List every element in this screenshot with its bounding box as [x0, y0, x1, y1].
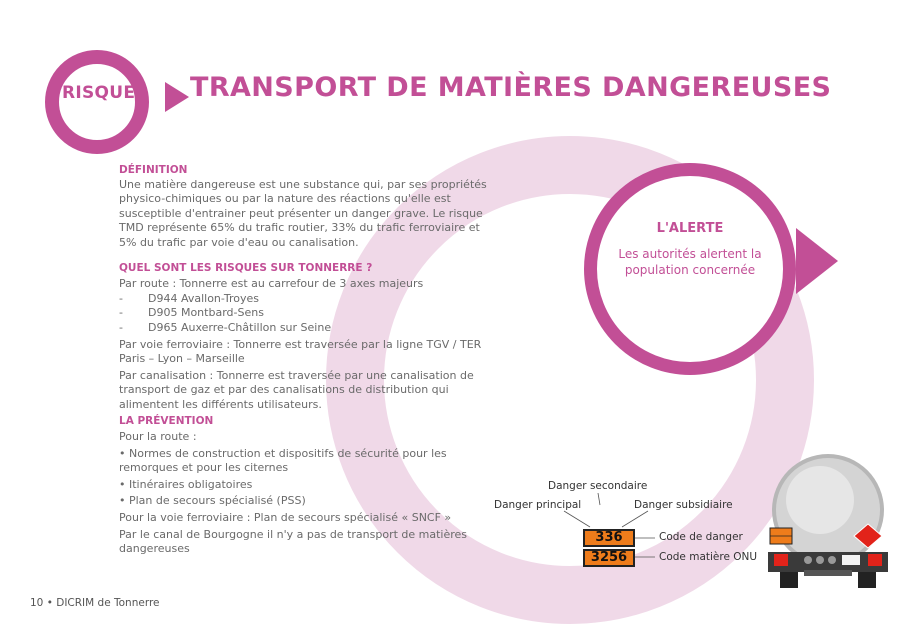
pipeline-risk-text: Par canalisation : Tonnerre est traversée par une canalisation de transport de gaz et par des canalisations de distribution qui alimentent les différents utilisateurs. — [119, 368, 474, 411]
alert-text: Les autorités alertent la population concernée — [618, 247, 762, 277]
plate-pointer-lines — [560, 493, 660, 533]
definition-heading: DÉFINITION — [119, 164, 188, 176]
label-code-onu: Code matière ONU — [659, 551, 758, 563]
page-title: TRANSPORT DE MATIÈRES DANGEREUSES — [190, 72, 832, 103]
prevention-canal-text: Par le canal de Bourgogne il n'y a pas de transport de matières dangereuses — [119, 527, 468, 556]
list-item: • Plan de secours spécialisé (PSS) — [119, 494, 306, 508]
danger-code-plate: 336 — [583, 529, 635, 547]
prevention-heading: LA PRÉVENTION — [119, 414, 214, 427]
list-item: - D965 Auxerre-Châtillon sur Seine — [119, 321, 497, 336]
label-danger-subsidiaire: Danger subsidiaire — [634, 499, 733, 511]
tanker-truck-icon — [764, 452, 892, 590]
prevention-road-intro: Pour la route : — [119, 430, 197, 444]
road-list — [119, 292, 497, 336]
content-column — [119, 163, 497, 557]
onu-code-plate: 3256 — [583, 549, 635, 567]
list-item: • Normes de construction et dispositifs de sécurité pour les remorques et pour les citernes — [119, 446, 447, 475]
risk-badge-label: RISQUE — [62, 83, 136, 103]
title-arrow-icon — [165, 82, 191, 112]
list-item: - D944 Avallon-Troyes — [119, 292, 497, 307]
road-intro: Par route : Tonnerre est au carrefour de 3 axes majeurs — [119, 277, 424, 291]
label-danger-principal: Danger principal — [494, 499, 582, 511]
rail-risk-text: Par voie ferroviaire : Tonnerre est traversée par la ligne TGV / TER Paris – Lyon – Marseille — [119, 337, 482, 366]
page-footer: 10 • DICRIM de Tonnerre — [30, 597, 160, 609]
list-item: • Itinéraires obligatoires — [119, 477, 253, 491]
alert-title: L'ALERTE — [656, 221, 724, 236]
list-item: - D905 Montbard-Sens — [119, 306, 497, 321]
risks-heading: QUEL SONT LES RISQUES SUR TONNERRE ? — [119, 261, 373, 274]
label-danger-secondaire: Danger secondaire — [548, 480, 648, 492]
label-code-danger: Code de danger — [659, 531, 743, 543]
prevention-rail-text: Pour la voie ferroviaire : Plan de secours spécialisé « SNCF » — [119, 511, 452, 525]
definition-text: Une matière dangereuse est une substance qui, par ses propriétés physico-chimiques ou par la nature des réactions qu'elle est susceptible d'entrainer peut présenter un danger grave. Le risque TMD représente 65% du trafic routier, 33% du trafic ferroviaire et 5% du trafic par voie d'eau ou canalisation. — [119, 177, 487, 249]
plate-label-lines — [635, 536, 657, 560]
alert-arrow-icon — [796, 228, 840, 294]
